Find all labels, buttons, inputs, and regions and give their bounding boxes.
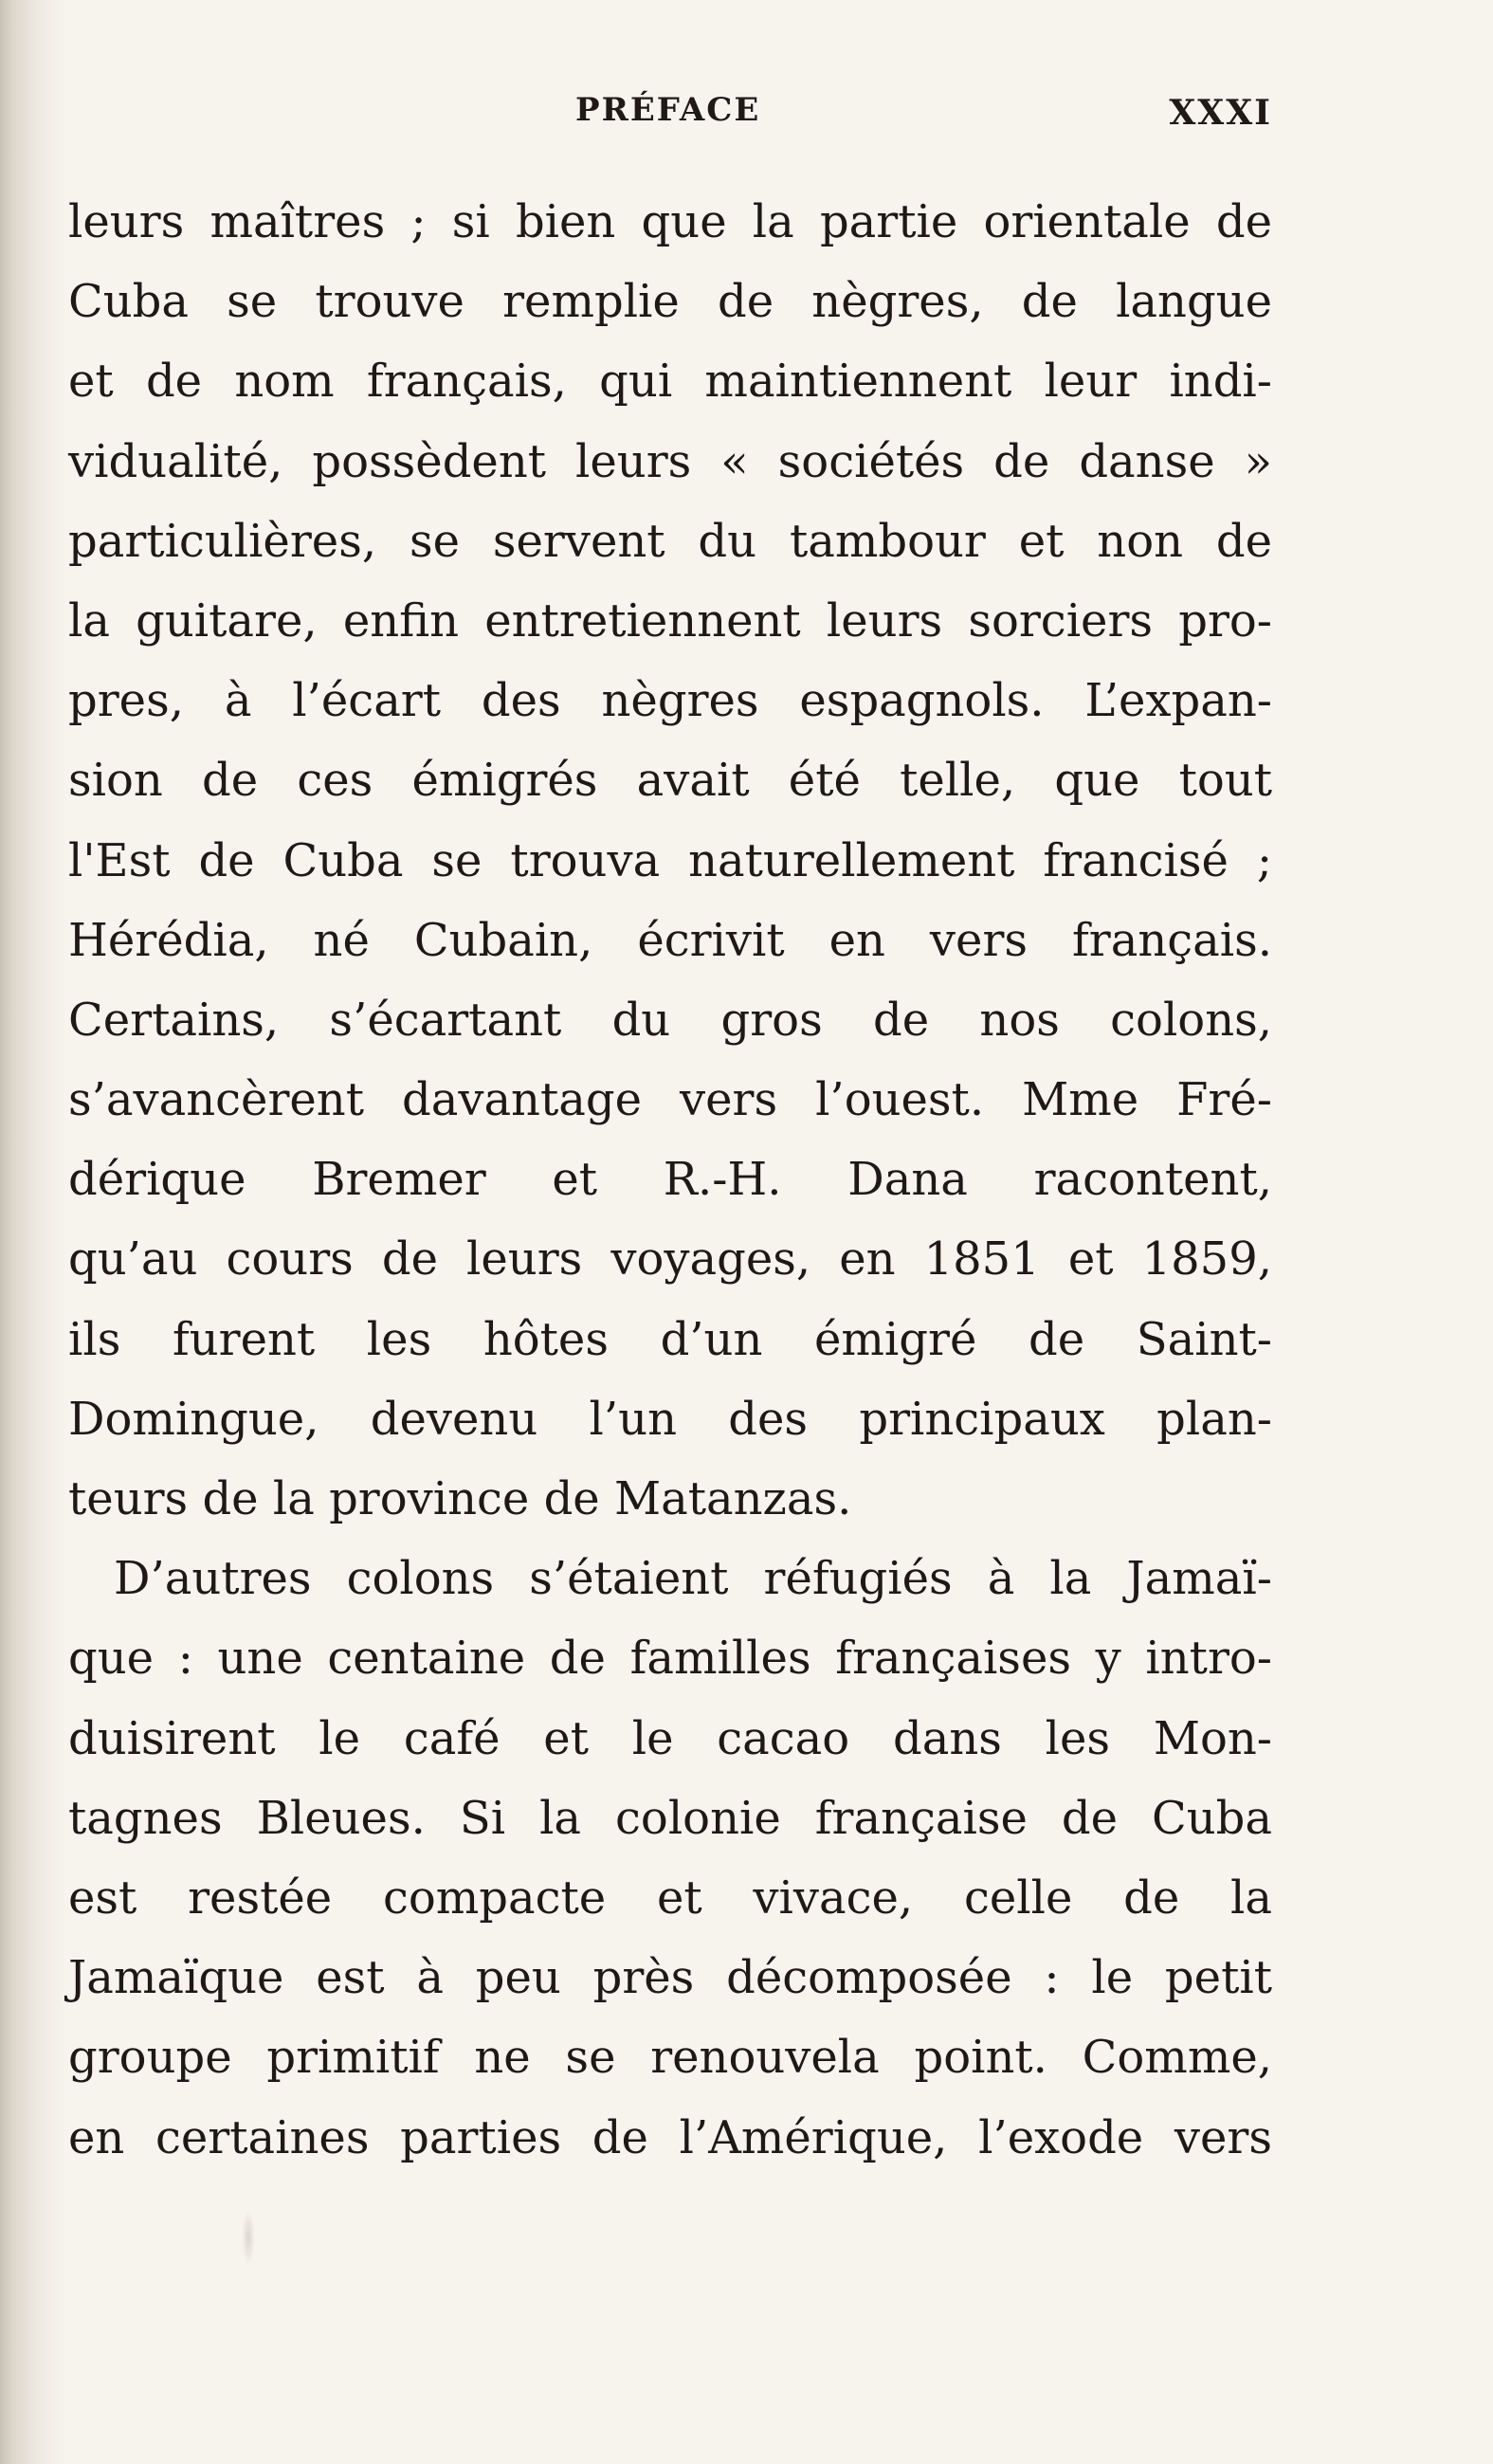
text-line: D’autres colons s’étaient réfugiés à la Jamaï- — [114, 1552, 1272, 1606]
text-line: Cuba se trouve remplie de nègres, de langue — [68, 275, 1272, 329]
text-line: leurs maîtres ; si bien que la partie orientale de — [68, 195, 1272, 248]
text-line: s’avancèrent davantage vers l’ouest. Mme Fré- — [68, 1073, 1272, 1127]
text-line: Jamaïque est à peu près décomposée : le petit — [68, 1951, 1272, 2005]
page-number: XXXI — [1169, 93, 1272, 133]
body-text — [68, 182, 1272, 2178]
text-line: Hérédia, né Cubain, écrivit en vers français. — [68, 913, 1272, 967]
text-line: ils furent les hôtes d’un émigré de Saint- — [68, 1312, 1272, 1366]
text-line: groupe primitif ne se renouvela point. Comme, — [68, 2031, 1272, 2085]
text-line: l'Est de Cuba se trouva naturellement francisé ; — [68, 833, 1272, 887]
text-line: la guitare, enfin entretiennent leurs sorciers pro- — [68, 593, 1272, 648]
text-line: et de nom français, qui maintiennent leur indi- — [68, 355, 1272, 409]
text-line: teurs de la province de Matanzas. — [68, 1472, 852, 1525]
text-line: qu’au cours de leurs voyages, en 1851 et 1859, — [68, 1232, 1272, 1287]
text-line: en certaines parties de l’Amérique, l’exode vers — [68, 2110, 1272, 2164]
text-line: est restée compacte et vivace, celle de la — [68, 1871, 1272, 1925]
text-line: sion de ces émigrés avait été telle, que tout — [68, 754, 1272, 808]
text-line: Domingue, devenu l’un des principaux plan- — [68, 1392, 1272, 1446]
text-line: vidualité, possèdent leurs « sociétés de danse » — [68, 434, 1272, 488]
paragraph-2 — [68, 1539, 1272, 2178]
text-line: Certains, s’écartant du gros de nos colons, — [68, 993, 1272, 1047]
text-line: pres, à l’écart des nègres espagnols. L’expan- — [68, 674, 1272, 728]
text-line: que : une centaine de familles françaises y intro- — [68, 1632, 1272, 1686]
text-line: dérique Bremer et R.-H. Dana racontent, — [68, 1153, 1272, 1207]
text-line: tagnes Bleues. Si la colonie française de Cuba — [68, 1791, 1272, 1845]
page-gutter-shadow — [0, 0, 66, 2464]
running-title: PRÉFACE — [575, 91, 761, 129]
text-line: duisirent le café et le cacao dans les Mon- — [68, 1711, 1272, 1765]
text-line: particulières, se servent du tambour et non de — [68, 514, 1272, 568]
running-head — [68, 83, 1272, 140]
paper-smudge — [242, 2209, 255, 2266]
paragraph-1 — [68, 182, 1272, 1539]
